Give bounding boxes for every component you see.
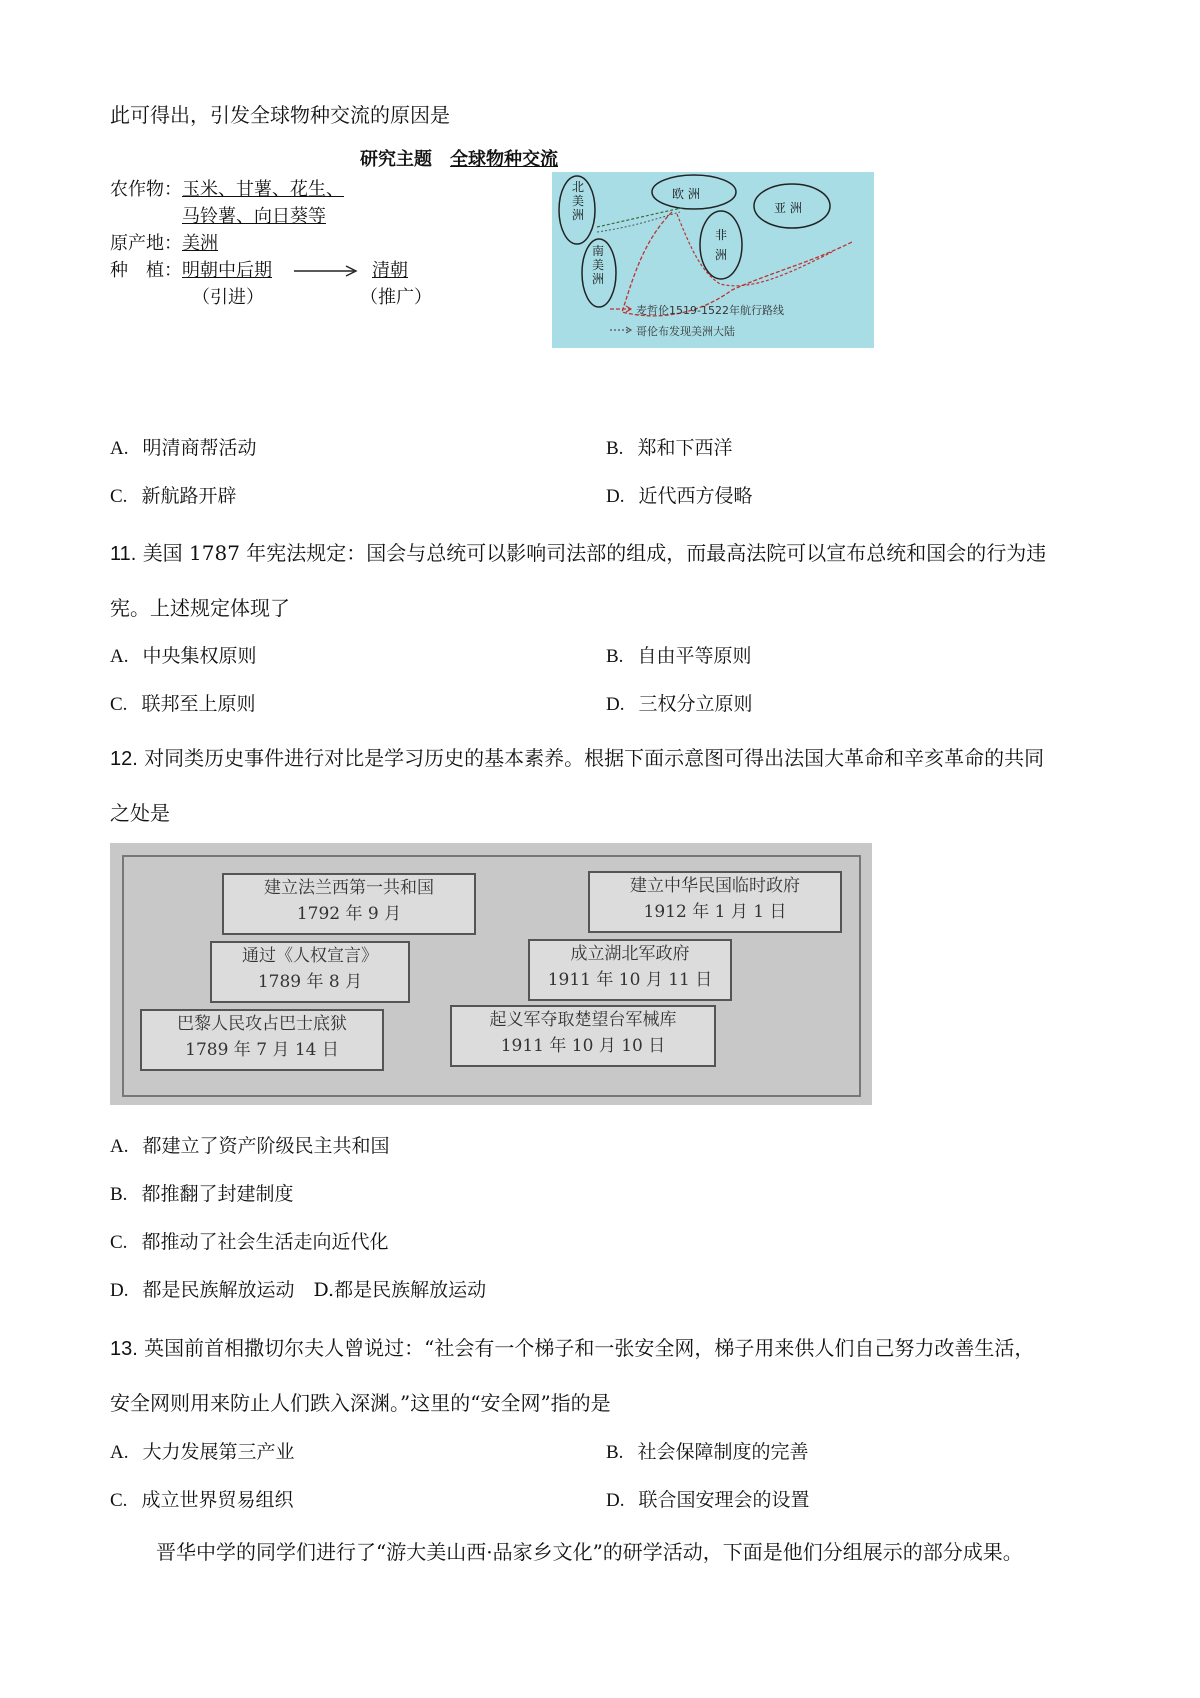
q13-option-b[interactable]: B. 社会保障制度的完善	[606, 1441, 809, 1463]
origin-row	[110, 229, 218, 255]
q11-stem-line2: 宪。上述规定体现了	[110, 596, 290, 620]
planting-row	[110, 256, 272, 282]
q10-option-b[interactable]: B. 郑和下西洋	[606, 437, 733, 459]
planting-arrow-icon	[292, 265, 362, 277]
map-label-north-america: 北美洲	[572, 180, 585, 222]
note-from: （引进）	[192, 287, 264, 308]
fr-event-bastille: 巴黎人民攻占巴士底狱 1789 年 7 月 14 日	[140, 1009, 384, 1071]
map-label-asia: 亚 洲	[774, 201, 802, 215]
closing-line: 晋华中学的同学们进行了“游大美山西·品家乡文化”的研学活动，下面是他们分组展示的部分成果。	[156, 1540, 1023, 1564]
intro-line: 此可得出，引发全球物种交流的原因是	[110, 103, 450, 127]
q11-option-d[interactable]: D. 三权分立原则	[606, 693, 753, 715]
figure-title-topic: 全球物种交流	[450, 149, 558, 170]
planting-from: 明朝中后期	[182, 260, 272, 281]
q12-option-c[interactable]: C. 都推动了社会生活走向近代化	[110, 1231, 389, 1253]
q13-option-d[interactable]: D. 联合国安理会的设置	[606, 1489, 810, 1511]
crops-line1: 玉米、甘薯、花生、	[182, 179, 344, 200]
q13-stem-line2: 安全网则用来防止人们跌入深渊。”这里的“安全网”指的是	[110, 1391, 611, 1415]
navigation-map	[552, 172, 874, 348]
origin-label: 原产地：	[110, 233, 182, 254]
crops-label: 农作物：	[110, 179, 182, 200]
map-label-south-america: 南美洲	[592, 244, 605, 286]
legend-columbus: 哥伦布发现美洲大陆	[636, 325, 735, 338]
revolution-timeline-figure	[110, 843, 872, 1105]
q10-option-c[interactable]: C. 新航路开辟	[110, 485, 237, 507]
origin-value: 美洲	[182, 233, 218, 254]
cn-event-provisional-government: 建立中华民国临时政府 1912 年 1 月 1 日	[588, 871, 842, 933]
q12-stem-line2: 之处是	[110, 801, 170, 825]
legend-magellan: 麦哲伦1519-1522年航行路线	[636, 304, 784, 317]
figure-title	[360, 145, 558, 171]
cn-event-armory: 起义军夺取楚望台军械库 1911 年 10 月 10 日	[450, 1005, 716, 1067]
q13-option-a[interactable]: A. 大力发展第三产业	[110, 1441, 295, 1463]
q11-option-a[interactable]: A. 中央集权原则	[110, 645, 257, 667]
planting-label: 种 植：	[110, 260, 182, 281]
q13-option-c[interactable]: C. 成立世界贸易组织	[110, 1489, 294, 1511]
cn-event-hubei-government: 成立湖北军政府 1911 年 10 月 11 日	[528, 939, 732, 1001]
figure-title-prefix: 研究主题	[360, 149, 432, 170]
fr-event-declaration: 通过《人权宣言》 1789 年 8 月	[210, 941, 410, 1003]
crops-line2: 马铃薯、向日葵等	[182, 206, 326, 227]
q11-option-c[interactable]: C. 联邦至上原则	[110, 693, 256, 715]
planting-to: 清朝	[372, 260, 408, 281]
q12-option-b[interactable]: B. 都推翻了封建制度	[110, 1183, 294, 1205]
q12-option-a[interactable]: A. 都建立了资产阶级民主共和国	[110, 1135, 390, 1157]
q12-stem-line1: 12. 对同类历史事件进行对比是学习历史的基本素养。根据下面示意图可得出法国大革命和辛亥革命的共同	[110, 746, 1045, 770]
q10-option-d[interactable]: D. 近代西方侵略	[606, 485, 753, 507]
q13-stem-line1: 13. 英国前首相撒切尔夫人曾说过：“社会有一个梯子和一张安全网，梯子用来供人们自己努力改善生活，	[110, 1336, 1035, 1360]
crops-row	[110, 175, 344, 201]
map-label-africa: 非洲	[715, 228, 728, 262]
q11-stem-line1: 11. 美国 1787 年宪法规定：国会与总统可以影响司法部的组成，而最高法院可以宣布总统和国会的行为违	[110, 541, 1047, 565]
q12-option-d[interactable]: D. 都是民族解放运动 D.都是民族解放运动	[110, 1279, 487, 1301]
q11-option-b[interactable]: B. 自由平等原则	[606, 645, 752, 667]
map-label-europe: 欧 洲	[672, 187, 700, 201]
note-to: （推广）	[360, 287, 432, 308]
q10-option-a[interactable]: A. 明清商帮活动	[110, 437, 257, 459]
fr-event-republic: 建立法兰西第一共和国 1792 年 9 月	[222, 873, 476, 935]
species-exchange-figure	[110, 145, 890, 355]
